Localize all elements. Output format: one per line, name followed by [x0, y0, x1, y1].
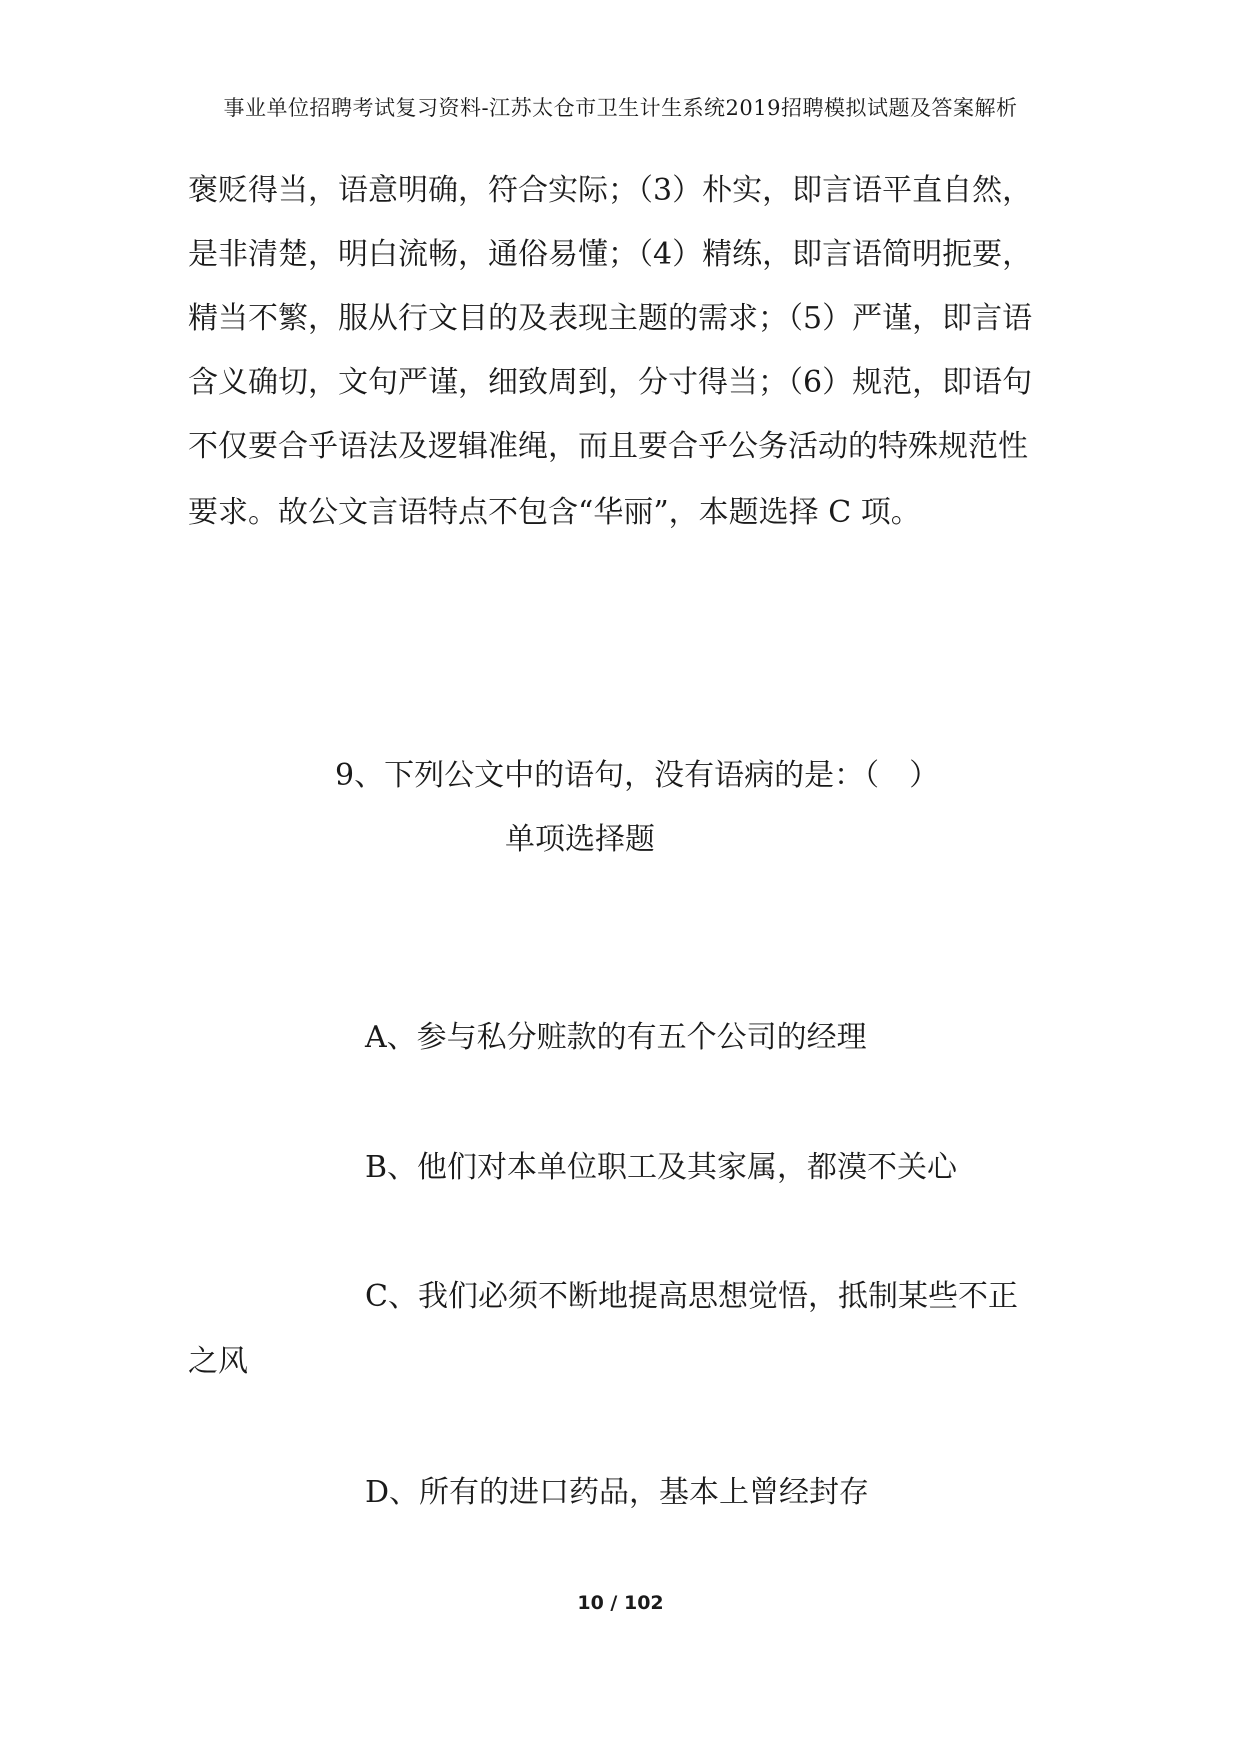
explanation-line: 精当不繁，服从行文目的及表现主题的需求；（5）严谨，即言语 [188, 301, 1033, 336]
question-type: 单项选择题 [505, 822, 655, 857]
explanation-line: 是非清楚，明白流畅，通俗易懂；（4）精练，即言语简明扼要， [188, 237, 1033, 272]
question-stem: 9、下列公文中的语句，没有语病的是：（ ） [335, 758, 940, 793]
option-b: B、他们对本单位职工及其家属，都漠不关心 [365, 1150, 958, 1185]
explanation-line: 要求。故公文言语特点不包含“华丽”，本题选择 C 项。 [188, 495, 921, 530]
explanation-line: 褒贬得当，语意明确，符合实际；（3）朴实，即言语平直自然， [188, 173, 1033, 208]
option-a: A、参与私分赃款的有五个公司的经理 [365, 1020, 867, 1055]
option-c-continuation: 之风 [188, 1344, 248, 1379]
explanation-line: 不仅要合乎语法及逻辑准绳，而且要合乎公务活动的特殊规范性 [188, 429, 1028, 464]
option-c: C、我们必须不断地提高思想觉悟，抵制某些不正 [365, 1279, 1018, 1314]
option-d: D、所有的进口药品，基本上曾经封存 [365, 1475, 870, 1510]
explanation-line: 含义确切，文句严谨，细致周到，分寸得当；（6）规范，即语句 [188, 365, 1033, 400]
running-header: 事业单位招聘考试复习资料-江苏太仓市卫生计生系统2019招聘模拟试题及答案解析 [223, 96, 1018, 120]
page-number: 10 / 102 [577, 1592, 664, 1614]
